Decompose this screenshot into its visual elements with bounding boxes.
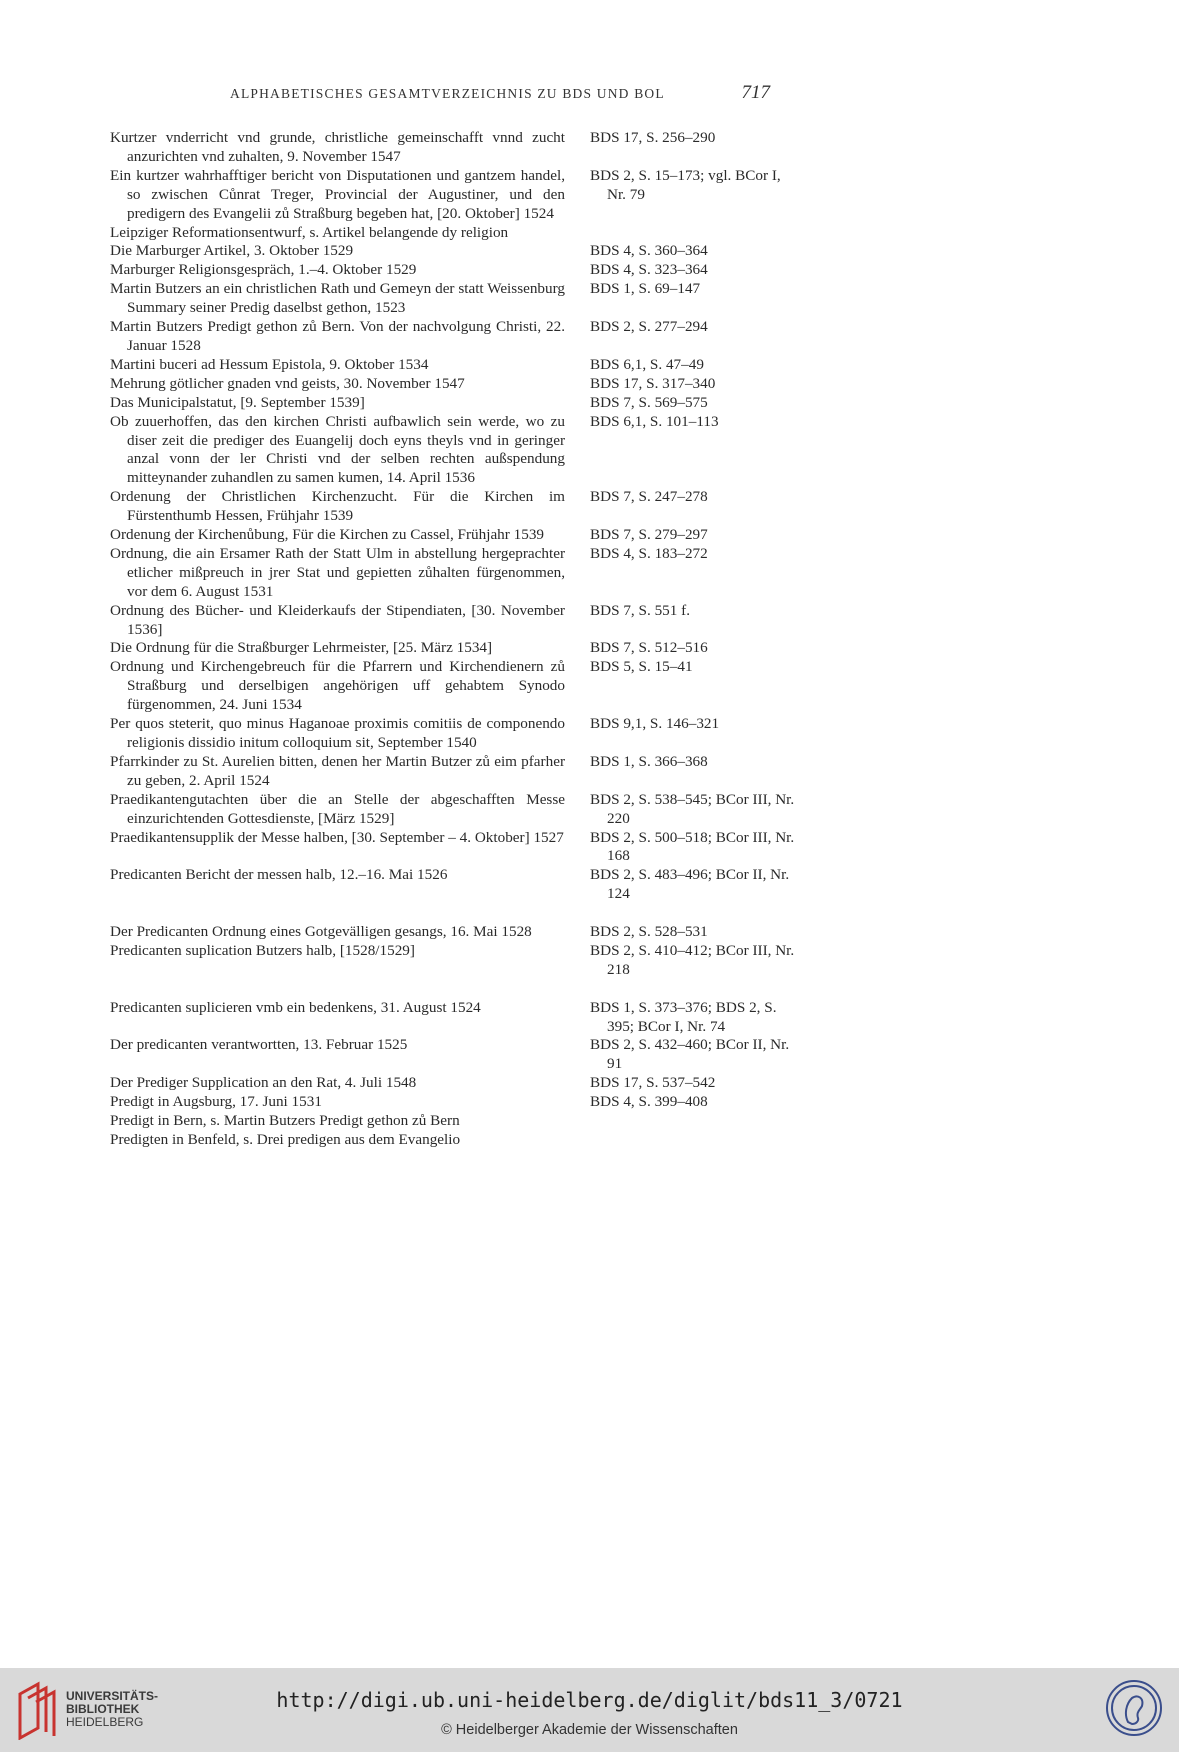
entry-reference: BDS 5, S. 15–41 [590,658,693,676]
index-entry [110,1093,800,1112]
academy-seal-icon [1104,1678,1164,1738]
entry-title: Der Prediger Supplication an den Rat, 4. Juli 1548 [110,1074,417,1092]
entry-title: Predigt in Augsburg, 17. Juni 1531 [110,1093,322,1111]
entry-reference: BDS 4, S. 183–272 [590,544,708,562]
entry-reference: BDS 2, S. 538–545; BCor III, Nr. 220 [590,790,795,827]
entry-reference: BDS 4, S. 323–364 [590,261,708,279]
entry-reference: BDS 2, S. 277–294 [590,318,708,336]
index-entry [110,866,800,904]
footer-bar [0,1668,1179,1752]
entry-reference: BDS 6,1, S. 101–113 [590,412,719,430]
entry-reference: BDS 2, S. 15–173; vgl. BCor I, Nr. 79 [590,166,781,203]
index-entry [110,375,800,394]
entry-reference: BDS 17, S. 256–290 [590,129,716,146]
entry-reference: BDS 2, S. 500–518; BCor III, Nr. 168 [590,828,795,865]
entry-title: Ob zuuerhoffen, das den kirchen Christi aufbawlich sein werde, wo zu diser zeit die prediger des Euangelij doch eyns theyls vnd in geringer anzal vonn der ler Christi vnd der selben rechten außspendung mitteynander zuhandlen zu samen kumen, 14. April 1536 [110,412,565,487]
entry-reference: BDS 2, S. 528–531 [590,923,708,941]
entry-reference: BDS 17, S. 317–340 [590,374,716,392]
entry-reference: BDS 7, S. 551 f. [590,601,691,619]
entry-reference: BDS 6,1, S. 47–49 [590,355,704,373]
entry-title: Predicanten suplication Butzers halb, [1528/1529] [110,941,415,959]
logo-line-1: UNIVERSITÄTS- [66,1689,159,1703]
page-header [230,82,770,106]
entry-title: Ordnung, die ain Ersamer Rath der Statt Ulm in abstellung hergeprachter etlicher mißpreuch in jrer Stat und gepietten zůhalten fürgenommen, vor dem 6. August 1531 [110,544,565,600]
index-entry [110,1131,800,1150]
index-entry [110,242,800,261]
index-entry [110,658,800,715]
entry-reference: BDS 9,1, S. 146–321 [590,715,720,733]
running-title: ALPHABETISCHES GESAMTVERZEICHNIS ZU BDS UND BOL [230,86,665,101]
index-entry [110,639,800,658]
entry-reference: BDS 1, S. 69–147 [590,280,701,298]
index-entry [110,318,800,356]
index-entry [110,167,800,224]
entry-title: Pfarrkinder zu St. Aurelien bitten, denen her Martin Butzer zů eim pfarher zu geben, 2. April 1524 [110,752,565,789]
index-entry [110,602,800,640]
entry-title: Ordenung der Kirchenůbung, Für die Kirchen zu Cassel, Frühjahr 1539 [110,526,545,544]
entry-title: Mehrung götlicher gnaden vnd geists, 30. November 1547 [110,374,465,392]
entry-title: Martin Butzers Predigt gethon zů Bern. Von der nachvolgung Christi, 22. Januar 1528 [110,318,565,354]
index-entry [110,999,800,1037]
entry-title: Ordnung und Kirchengebreuch für die Pfarrern und Kirchendienern zů Straßburg und derselbigen angehörigen uff gehabtem Synodo fürgenommen, 24. Juni 1534 [110,658,565,714]
index-entry [110,224,800,243]
index-entry [110,413,800,489]
index-entry [110,791,800,829]
entry-reference: BDS 4, S. 360–364 [590,242,708,260]
entry-title: Martini buceri ad Hessum Epistola, 9. Oktober 1534 [110,355,429,373]
entry-title: Die Ordnung für die Straßburger Lehrmeister, [25. März 1534] [110,639,493,657]
entry-title: Per quos steterit, quo minus Haganoae proximis comitiis de componendo religionis dissidio initum colloquium sit, September 1540 [110,715,565,751]
index-entry [110,829,800,867]
index-entry [110,129,800,167]
source-url-link[interactable]: http://digi.ub.uni-heidelberg.de/diglit/bds11_3/0721 [276,1688,903,1712]
index-entry [110,942,800,980]
index-entry [110,394,800,413]
entry-title: Predigt in Bern, s. Martin Butzers Predigt gethon zů Bern [110,1112,460,1130]
entry-title: Der predicanten verantwortten, 13. Februar 1525 [110,1036,408,1054]
logo-line-2: BIBLIOTHEK [66,1702,140,1716]
entry-reference: BDS 7, S. 247–278 [590,488,708,506]
index-entry [110,356,800,375]
index-entry [110,280,800,318]
entry-reference: BDS 4, S. 399–408 [590,1093,708,1111]
entry-title: Predigten in Benfeld, s. Drei predigen aus dem Evangelio [110,1131,461,1148]
index-entry [110,923,800,942]
entry-title: Martin Butzers an ein christlichen Rath und Gemeyn der statt Weissenburg Summary seiner Predig daselbst gethon, 1523 [110,280,565,317]
index-entry [110,1074,800,1093]
entry-reference: BDS 2, S. 483–496; BCor II, Nr. 124 [590,866,790,903]
index-entry [110,545,800,602]
entry-title: Die Marburger Artikel, 3. Oktober 1529 [110,242,354,260]
entry-spacer [110,904,800,923]
index-entry [110,261,800,280]
entry-title: Predicanten Bericht der messen halb, 12.–16. Mai 1526 [110,866,448,884]
copyright-notice: © Heidelberger Akademie der Wissenschaften [441,1722,738,1738]
logo-line-3: HEIDELBERG [66,1715,144,1729]
entry-title: Ordnung des Bücher- und Kleiderkaufs der Stipendiaten, [30. November 1536] [110,601,565,638]
index-entry [110,715,800,753]
page-number: 717 [741,82,770,103]
entry-reference: BDS 1, S. 373–376; BDS 2, S. 395; BCor I, Nr. 74 [590,998,777,1035]
entry-reference: BDS 2, S. 410–412; BCor III, Nr. 218 [590,941,795,978]
entry-spacer [110,980,800,999]
entry-title: Ein kurtzer wahrhafftiger bericht von Disputationen und gantzem handel, so zwischen Cůnrat Treger, Provincial der Augustiner, und den predigern des Evangelii zů Straßburg begeben hat, [20. Oktober] 1524 [110,166,565,222]
entry-title: Praedikantengutachten über die an Stelle der abgeschafften Messe einzurichtenden Gottesdienste, [März 1529] [110,790,565,827]
entry-reference: BDS 1, S. 366–368 [590,752,708,770]
index-entry [110,526,800,545]
entry-reference: BDS 2, S. 432–460; BCor II, Nr. 91 [590,1036,790,1073]
entry-reference: BDS 17, S. 537–542 [590,1074,716,1092]
index-entry [110,753,800,791]
entry-title: Kurtzer vnderricht vnd grunde, christliche gemeinschafft vnnd zucht anzurichten vnd zuhalten, 9. November 1547 [110,129,565,165]
entry-reference: BDS 7, S. 279–297 [590,526,708,544]
entry-title: Der Predicanten Ordnung eines Gotgevälligen gesangs, 16. Mai 1528 [110,923,532,941]
entry-title: Marburger Religionsgespräch, 1.–4. Oktober 1529 [110,261,417,279]
index-entry [110,1036,800,1074]
entry-title: Das Municipalstatut, [9. September 1539] [110,393,365,411]
entry-title: Praedikantensupplik der Messe halben, [30. September – 4. Oktober] 1527 [110,828,564,846]
entry-title: Ordenung der Christlichen Kirchenzucht. Für die Kirchen im Fürstenthumb Hessen, Frühjahr 1539 [110,488,565,525]
entry-reference: BDS 7, S. 512–516 [590,639,708,657]
index-entry [110,1112,800,1131]
index-entry [110,488,800,526]
index-entries [110,129,800,1150]
entry-reference: BDS 7, S. 569–575 [590,393,708,411]
entry-title: Predicanten suplicieren vmb ein bedenkens, 31. August 1524 [110,998,481,1016]
entry-title: Leipziger Reformationsentwurf, s. Artikel belangende dy religion [110,223,509,241]
